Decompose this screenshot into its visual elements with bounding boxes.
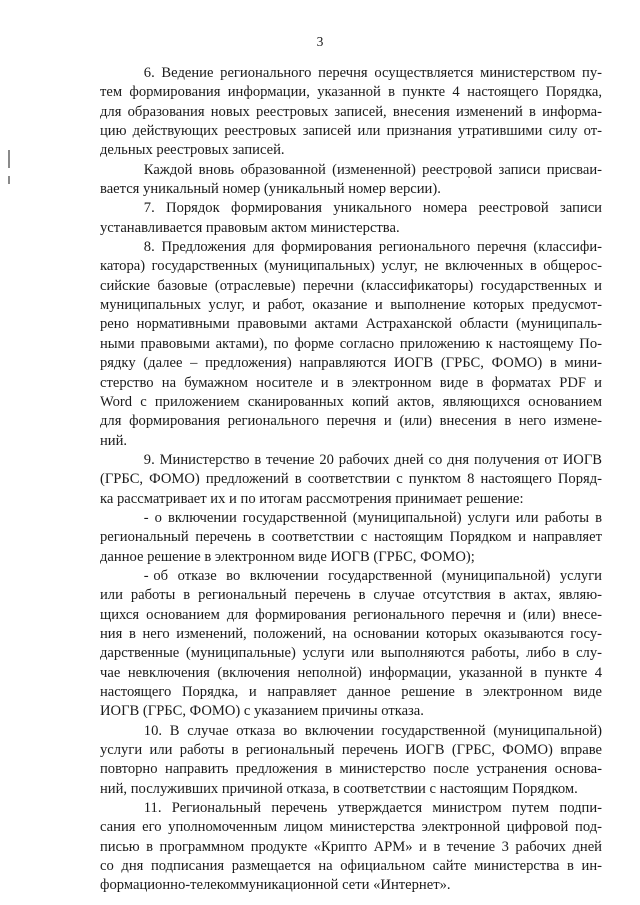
- margin-scan-mark: [8, 176, 10, 184]
- text-line: для формирования регионального перечня и (или) внесения в него измене-: [100, 413, 602, 430]
- text-line: сания его уполномоченным лицом министерства электронной цифровой под-: [100, 819, 602, 836]
- text-line: вается уникальный номер (уникальный номер версии).: [100, 181, 441, 198]
- text-line: со дня подписания размещается на официальном сайте министерства в ин-: [100, 858, 602, 875]
- paragraph-p9b: [100, 567, 602, 722]
- text-line: для образования новых реестровых записей, внесения изменений в информа-: [100, 103, 602, 120]
- text-line: ний.: [100, 432, 128, 449]
- text-line: цию действующих реестровых записей или признания утратившими силу от-: [100, 123, 602, 140]
- text-line: ка рассматривает их и по итогам рассмотрения принимает решение:: [100, 490, 524, 507]
- text-line: 6. Ведение регионального перечня осуществляется министерством пу-: [100, 65, 602, 81]
- text-line: - об отказе во включении государственной (муниципальной) услуги: [100, 567, 602, 584]
- text-line: 9. Министерство в течение 20 рабочих дней со дня получения от ИОГВ: [100, 451, 602, 468]
- paragraph-p7: [100, 199, 602, 238]
- text-line: ИОГВ (ГРБС, ФОМО) с указанием причины отказа.: [100, 703, 424, 720]
- text-line: катора) государственных (муниципальных) услуг, не включенных в общерос-: [100, 258, 602, 275]
- text-line: повторно направить предложения в министерство после устранения основа-: [100, 761, 602, 778]
- paragraph-p6b: [100, 161, 602, 200]
- text-line: чае невключения (включения неполной) информации, указанной в пункте 4: [100, 664, 602, 681]
- text-line: формационно-телекоммуникационной сети «Интернет».: [100, 877, 451, 894]
- text-line: - о включении государственной (муниципальной) услуги или работы в: [100, 509, 602, 526]
- paragraph-p9: [100, 451, 602, 509]
- text-line: данное решение в электронном виде ИОГВ (ГРБС, ФОМО);: [100, 548, 475, 565]
- paragraph-p8: [100, 238, 602, 451]
- margin-scan-mark: [8, 150, 10, 168]
- text-line: ний, послуживших причиной отказа, в соответствии с настоящим Порядком.: [100, 780, 578, 797]
- text-line: услуги или работы в региональный перечень ИОГВ (ГРБС, ФОМО) вправе: [100, 742, 602, 759]
- text-line: 11. Региональный перечень утверждается министром путем подпи-: [100, 800, 602, 817]
- document-body: [100, 64, 602, 896]
- text-line: рено нормативными правовыми актами Астраханской области (муниципаль-: [100, 316, 602, 333]
- text-line: Word с приложением сканированных копий актов, являющихся основанием: [100, 393, 602, 410]
- text-line: ния в него изменений, положений, на основании которых оказываются госу-: [100, 625, 602, 642]
- text-line: тем формирования информации, указанной в пункте 4 настоящего Порядка,: [100, 84, 602, 101]
- text-line: муниципальных услуг, и работ, оказание и выполнение которых предусмот-: [100, 297, 602, 314]
- text-line: или работы в региональный перечень в случае отсутствия в актах, являю-: [100, 587, 602, 604]
- text-line: (ГРБС, ФОМО) предложений в соответствии с пунктом 8 настоящего Поряд-: [100, 471, 602, 488]
- text-line: настоящего Порядка, и направляет данное решение в электронном виде: [100, 684, 602, 700]
- text-line: рядку (далее – предложения) направляются ИОГВ (ГРБС, ФОМО) в мини-: [100, 355, 602, 372]
- text-line: ными правовыми актами), по форме согласно приложению к настоящему По-: [100, 335, 602, 352]
- paragraph-p10: [100, 722, 602, 799]
- text-line: региональный перечень в соответствии с настоящим Порядком и направляет: [100, 529, 602, 546]
- text-line: Каждой вновь образованной (измененной) реестровой записи присваи-: [100, 161, 602, 178]
- text-line: писью в программном продукте «Крипто АРМ» и в течение 3 рабочих дней: [100, 838, 602, 855]
- text-line: устанавливается правовым актом министерства.: [100, 219, 400, 236]
- text-line: дельных реестровых записей.: [100, 142, 285, 159]
- text-line: сийские базовые (отраслевые) перечни (классификаторы) государственных и: [100, 277, 602, 294]
- paragraph-p11: [100, 799, 602, 896]
- paragraph-p6: [100, 64, 602, 161]
- paragraph-p9a: [100, 509, 602, 567]
- text-line: 10. В случае отказа во включении государственной (муниципальной): [100, 722, 602, 739]
- text-line: 7. Порядок формирования уникального номера реестровой записи: [100, 200, 602, 217]
- text-line: дарственные (муниципальные) услуги или выполняются работы, либо в слу-: [100, 645, 602, 662]
- text-line: 8. Предложения для формирования регионального перечня (классифи-: [100, 239, 602, 256]
- text-line: щихся основанием для формирования регионального перечня и (или) внесе-: [100, 606, 602, 623]
- page-number: 3: [316, 34, 324, 49]
- text-line: стерство на бумажном носителе и в электронном виде в форматах PDF и: [100, 374, 602, 391]
